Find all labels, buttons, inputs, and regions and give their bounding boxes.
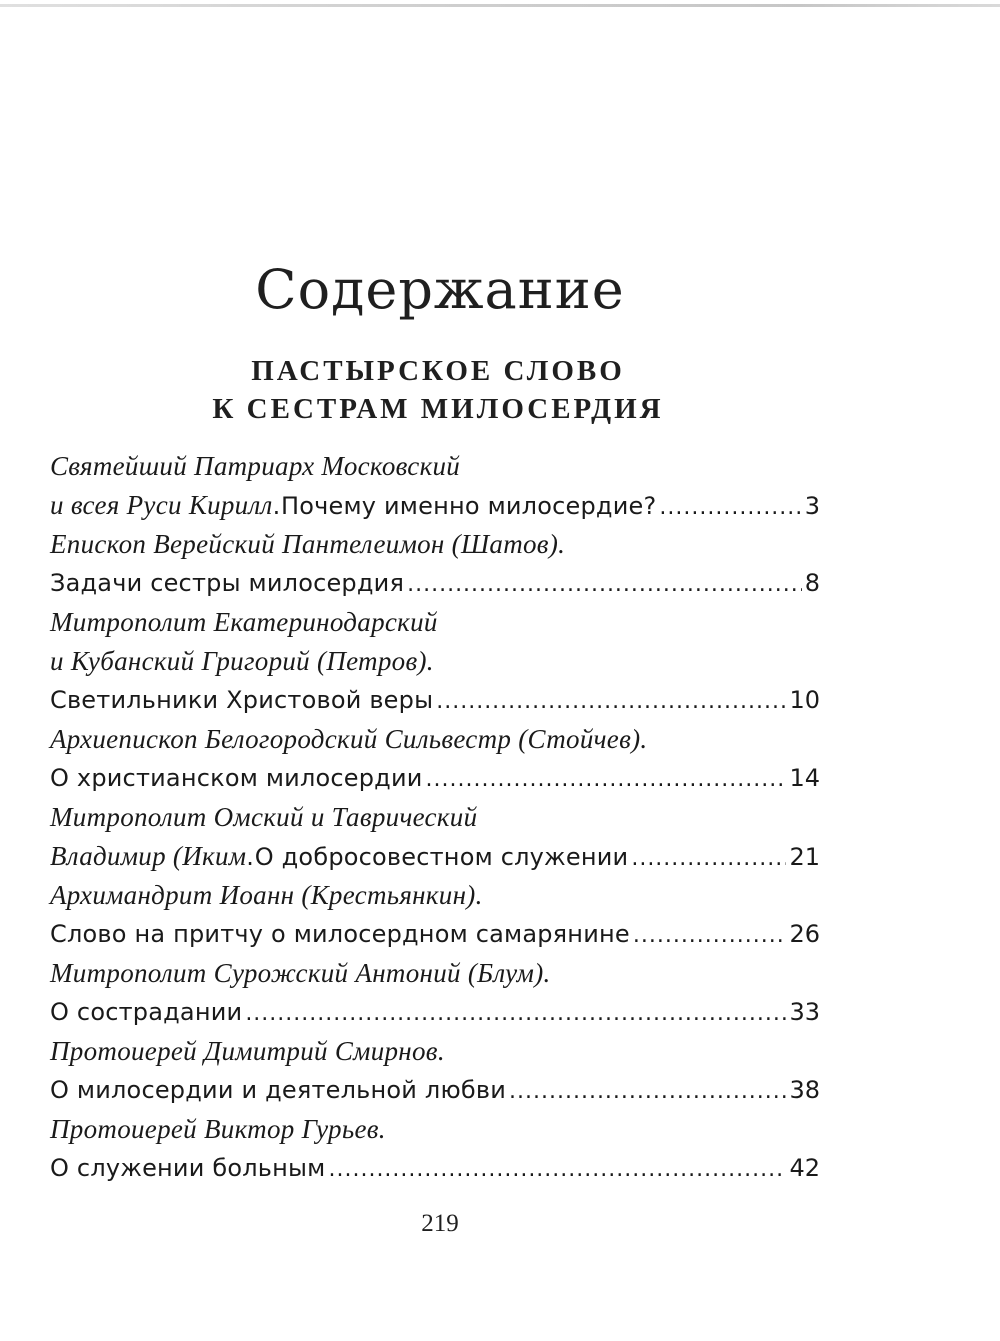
toc-author-line xyxy=(50,1032,820,1071)
toc-title-line xyxy=(50,1149,820,1188)
toc-page-number: 3 xyxy=(804,492,820,520)
toc-entry[interactable] xyxy=(50,1032,820,1110)
toc-title-line xyxy=(50,915,820,954)
toc-leader-dots xyxy=(633,916,787,955)
toc-author: и всея Руси Кирилл xyxy=(50,490,273,520)
toc-title-line xyxy=(50,486,820,525)
toc-author-line xyxy=(50,642,820,681)
page-number: 219 xyxy=(421,1210,459,1237)
toc-title-line xyxy=(50,681,820,720)
toc-author: Митрополит Сурожский Антоний (Блум). xyxy=(50,958,551,988)
toc-author: Митрополит Екатеринодарский xyxy=(50,607,438,637)
toc-leader-dots xyxy=(659,488,801,527)
toc-page-number: 8 xyxy=(804,569,820,597)
toc-page-number: 10 xyxy=(789,686,820,714)
section-heading-line-1: ПАСТЫРСКОЕ СЛОВО xyxy=(251,355,625,387)
toc-author: Архиепископ Белогородский Сильвестр (Стойчев). xyxy=(50,724,648,754)
toc-leader-dots xyxy=(509,1072,786,1111)
toc-author: Епископ Верейский Пантелеимон (Шатов). xyxy=(50,529,566,559)
toc-author-line xyxy=(50,525,820,564)
toc-title-line xyxy=(50,564,820,603)
toc-page-number: 14 xyxy=(789,764,820,792)
toc-entry[interactable] xyxy=(50,525,820,603)
toc-title: О христианском милосердии xyxy=(50,764,423,792)
toc-page-number: 33 xyxy=(789,998,820,1026)
toc-title: О добросовестном служении xyxy=(254,843,629,871)
toc-separator: . xyxy=(272,492,281,520)
toc-entry[interactable] xyxy=(50,720,820,798)
section-heading xyxy=(0,352,876,428)
toc-title-line xyxy=(50,837,820,876)
toc-author: Митрополит Омский и Таврический xyxy=(50,802,478,832)
scan-top-edge xyxy=(0,4,1000,7)
toc-author: Протоиерей Димитрий Смирнов. xyxy=(50,1036,445,1066)
toc-author: Святейший Патриарх Московский xyxy=(50,451,461,481)
toc-page-number: 26 xyxy=(789,920,820,948)
section-heading-line-2: К СЕСТРАМ МИЛОСЕРДИЯ xyxy=(212,393,664,425)
toc-page-number: 42 xyxy=(789,1154,820,1182)
toc-entry[interactable] xyxy=(50,447,820,525)
toc-author-line xyxy=(50,447,820,486)
toc-title: Задачи сестры милосердия xyxy=(50,569,405,597)
toc-leader-dots xyxy=(407,565,802,604)
toc-entry[interactable] xyxy=(50,1110,820,1188)
toc-author-line xyxy=(50,603,820,642)
toc-title-line xyxy=(50,993,820,1032)
toc-title-line xyxy=(50,1071,820,1110)
toc-entry[interactable] xyxy=(50,798,820,876)
toc-author: Протоиерей Виктор Гурьев. xyxy=(50,1114,386,1144)
toc-leader-dots xyxy=(328,1150,786,1189)
toc-leader-dots xyxy=(436,682,786,721)
toc-title: Светильники Христовой веры xyxy=(50,686,434,714)
toc-title: О служении больным xyxy=(50,1154,326,1182)
toc-title-line xyxy=(50,759,820,798)
toc-title: О сострадании xyxy=(50,998,243,1026)
toc-leader-dots xyxy=(426,760,787,799)
toc-leader-dots xyxy=(245,994,786,1033)
toc-author: Владимир (Иким xyxy=(50,841,247,871)
toc-author-line xyxy=(50,1110,820,1149)
toc-author: Архимандрит Иоанн (Крестьянкин). xyxy=(50,880,483,910)
toc-author: и Кубанский Григорий (Петров). xyxy=(50,646,434,676)
toc-title: Слово на притчу о милосердном самарянине xyxy=(50,920,630,948)
toc-leader-dots xyxy=(631,839,786,878)
page-title: Содержание xyxy=(255,258,625,321)
toc-page-number: 38 xyxy=(789,1076,820,1104)
table-of-contents xyxy=(50,447,820,1188)
toc-entry[interactable] xyxy=(50,954,820,1032)
toc-author-line xyxy=(50,876,820,915)
toc-entry[interactable] xyxy=(50,603,820,720)
toc-title: Почему именно милосердие? xyxy=(281,492,657,520)
toc-author-line xyxy=(50,720,820,759)
toc-entry[interactable] xyxy=(50,876,820,954)
toc-author-line xyxy=(50,954,820,993)
toc-page-number: 21 xyxy=(789,843,820,871)
toc-title: О милосердии и деятельной любви xyxy=(50,1076,507,1104)
toc-author-line xyxy=(50,798,820,837)
toc-separator: . xyxy=(246,843,255,871)
